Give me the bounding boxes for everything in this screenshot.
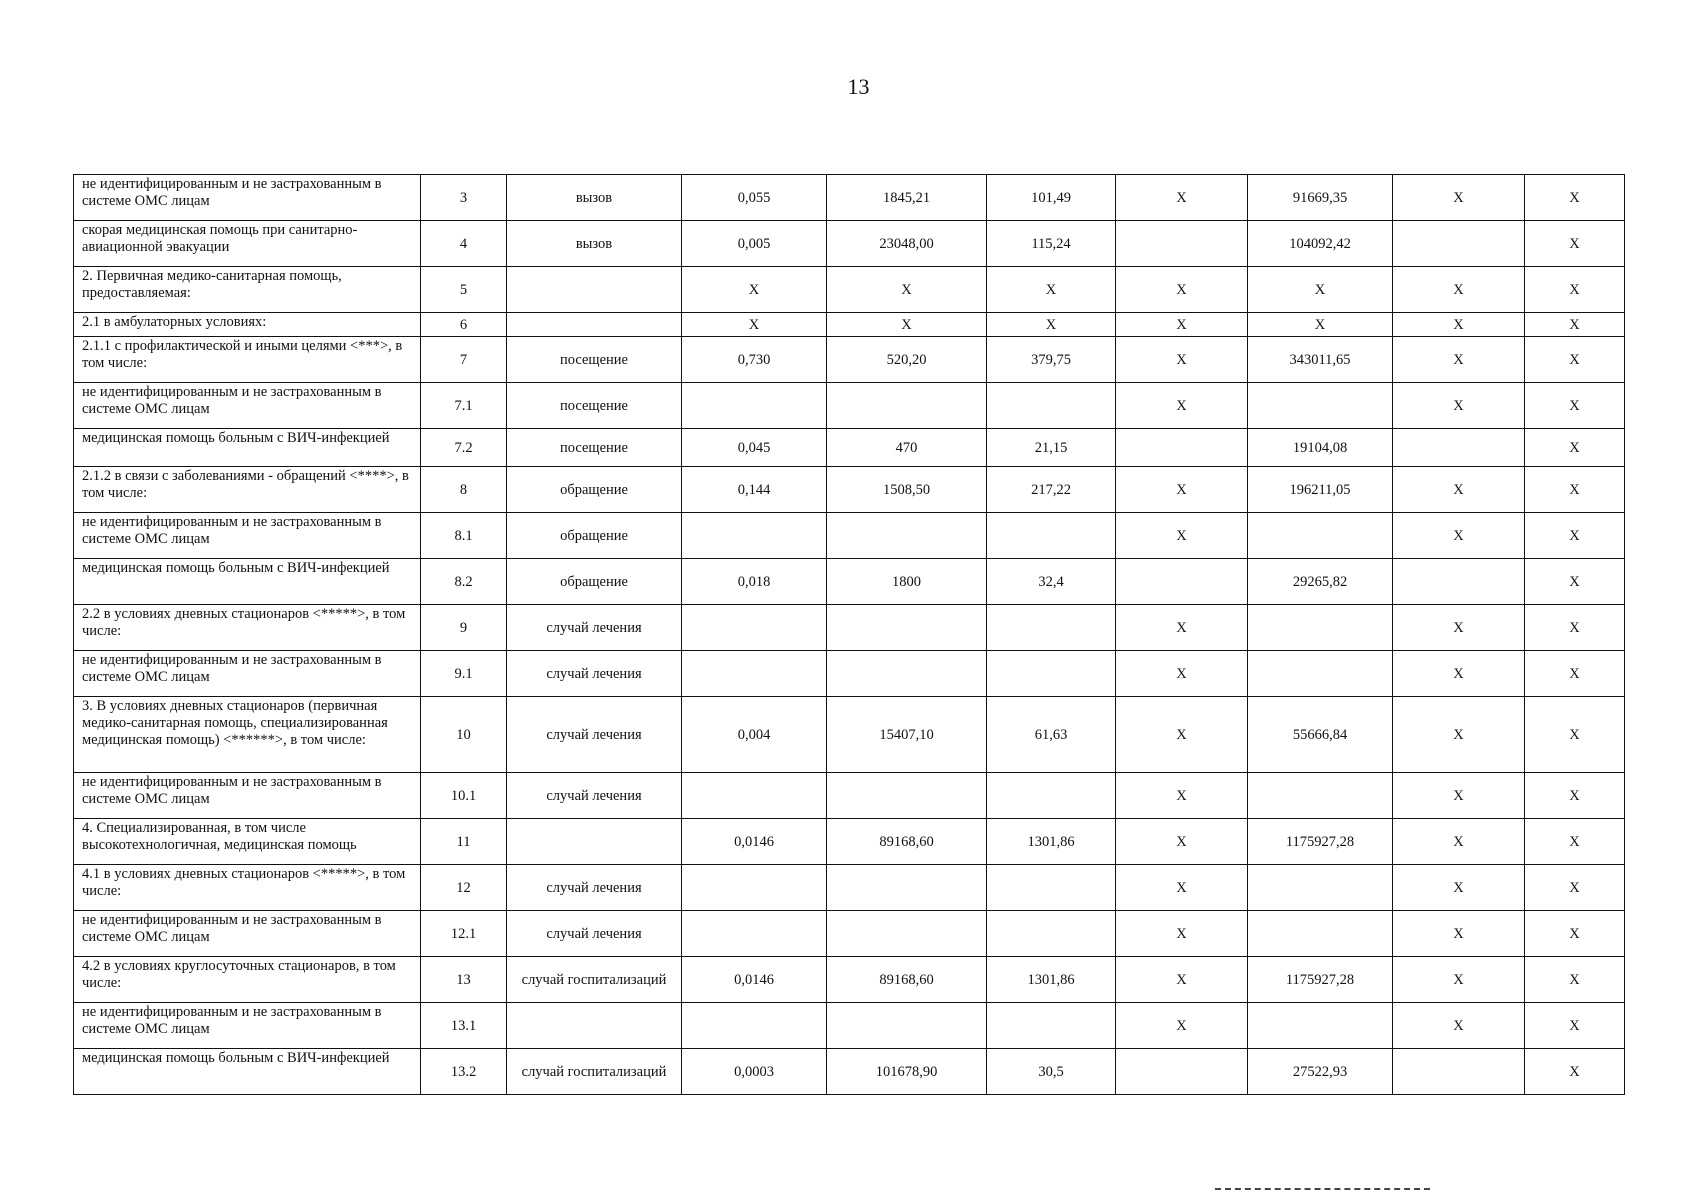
value-cell: 520,20 xyxy=(827,337,987,383)
value-cell xyxy=(1393,559,1525,605)
value-cell xyxy=(1116,559,1248,605)
value-cell: 1301,86 xyxy=(987,957,1116,1003)
row-number-cell: 8 xyxy=(421,467,507,513)
unit-cell: посещение xyxy=(507,383,682,429)
value-cell: X xyxy=(1525,911,1625,957)
unit-cell: случай госпитализаций xyxy=(507,957,682,1003)
value-cell xyxy=(987,865,1116,911)
value-cell: 0,730 xyxy=(682,337,827,383)
value-cell: X xyxy=(1116,313,1248,337)
value-cell: X xyxy=(1116,267,1248,313)
value-cell: 0,0146 xyxy=(682,957,827,1003)
row-number-cell: 3 xyxy=(421,175,507,221)
table-row xyxy=(74,605,1625,651)
value-cell: 1845,21 xyxy=(827,175,987,221)
table-row xyxy=(74,267,1625,313)
value-cell: X xyxy=(1393,1003,1525,1049)
value-cell xyxy=(1116,221,1248,267)
unit-cell: обращение xyxy=(507,559,682,605)
value-cell xyxy=(987,605,1116,651)
value-cell: X xyxy=(1525,559,1625,605)
value-cell xyxy=(827,773,987,819)
value-cell: 15407,10 xyxy=(827,697,987,773)
value-cell: X xyxy=(1116,911,1248,957)
row-name-cell: 4.1 в условиях дневных стационаров <*****>, в том числе: xyxy=(74,865,421,911)
value-cell: X xyxy=(987,313,1116,337)
value-cell: X xyxy=(827,267,987,313)
table-row xyxy=(74,175,1625,221)
value-cell: X xyxy=(1393,267,1525,313)
value-cell: 0,018 xyxy=(682,559,827,605)
value-cell: 0,0003 xyxy=(682,1049,827,1095)
table-row xyxy=(74,865,1625,911)
unit-cell: обращение xyxy=(507,467,682,513)
value-cell: X xyxy=(1393,383,1525,429)
table-body xyxy=(74,175,1625,1095)
value-cell: 19104,08 xyxy=(1248,429,1393,467)
value-cell: X xyxy=(1525,957,1625,1003)
value-cell: X xyxy=(1525,819,1625,865)
unit-cell: случай лечения xyxy=(507,911,682,957)
value-cell: X xyxy=(682,267,827,313)
value-cell xyxy=(1248,911,1393,957)
value-cell: 1800 xyxy=(827,559,987,605)
unit-cell: случай госпитализаций xyxy=(507,1049,682,1095)
row-number-cell: 7 xyxy=(421,337,507,383)
unit-cell: случай лечения xyxy=(507,605,682,651)
row-number-cell: 7.1 xyxy=(421,383,507,429)
table-row xyxy=(74,313,1625,337)
value-cell: X xyxy=(1116,865,1248,911)
value-cell: X xyxy=(1116,383,1248,429)
value-cell: 0,004 xyxy=(682,697,827,773)
table-row xyxy=(74,221,1625,267)
value-cell: X xyxy=(1248,267,1393,313)
row-number-cell: 12 xyxy=(421,865,507,911)
value-cell xyxy=(682,605,827,651)
value-cell: 1175927,28 xyxy=(1248,819,1393,865)
table-row xyxy=(74,513,1625,559)
unit-cell: посещение xyxy=(507,337,682,383)
value-cell: X xyxy=(827,313,987,337)
value-cell: 217,22 xyxy=(987,467,1116,513)
row-name-cell: 2. Первичная медико-санитарная помощь, предоставляемая: xyxy=(74,267,421,313)
row-name-cell: не идентифицированным и не застрахованным в системе ОМС лицам xyxy=(74,383,421,429)
row-name-cell: медицинская помощь больным с ВИЧ-инфекцией xyxy=(74,559,421,605)
table-row xyxy=(74,337,1625,383)
row-number-cell: 6 xyxy=(421,313,507,337)
value-cell: X xyxy=(987,267,1116,313)
value-cell xyxy=(827,865,987,911)
value-cell xyxy=(1248,865,1393,911)
value-cell: 379,75 xyxy=(987,337,1116,383)
value-cell xyxy=(1248,383,1393,429)
row-name-cell: 2.1 в амбулаторных условиях: xyxy=(74,313,421,337)
unit-cell: обращение xyxy=(507,513,682,559)
value-cell: 0,045 xyxy=(682,429,827,467)
value-cell: 1175927,28 xyxy=(1248,957,1393,1003)
unit-cell xyxy=(507,267,682,313)
table-row xyxy=(74,467,1625,513)
unit-cell xyxy=(507,1003,682,1049)
value-cell: X xyxy=(1116,605,1248,651)
value-cell xyxy=(682,383,827,429)
value-cell: X xyxy=(1525,337,1625,383)
value-cell: X xyxy=(1116,773,1248,819)
value-cell: 89168,60 xyxy=(827,819,987,865)
value-cell xyxy=(682,1003,827,1049)
unit-cell xyxy=(507,313,682,337)
row-name-cell: медицинская помощь больным с ВИЧ-инфекцией xyxy=(74,1049,421,1095)
value-cell: 61,63 xyxy=(987,697,1116,773)
value-cell: 104092,42 xyxy=(1248,221,1393,267)
value-cell: X xyxy=(1525,313,1625,337)
row-number-cell: 12.1 xyxy=(421,911,507,957)
value-cell: 343011,65 xyxy=(1248,337,1393,383)
value-cell: 1301,86 xyxy=(987,819,1116,865)
row-number-cell: 9 xyxy=(421,605,507,651)
value-cell: X xyxy=(1525,773,1625,819)
value-cell: X xyxy=(1525,513,1625,559)
value-cell: X xyxy=(1525,651,1625,697)
value-cell xyxy=(987,651,1116,697)
value-cell: X xyxy=(1116,651,1248,697)
value-cell xyxy=(987,1003,1116,1049)
value-cell xyxy=(827,1003,987,1049)
table-row xyxy=(74,383,1625,429)
value-cell xyxy=(1116,1049,1248,1095)
value-cell: 89168,60 xyxy=(827,957,987,1003)
value-cell: X xyxy=(1525,605,1625,651)
value-cell: X xyxy=(1393,773,1525,819)
value-cell: 101678,90 xyxy=(827,1049,987,1095)
unit-cell: посещение xyxy=(507,429,682,467)
value-cell: X xyxy=(1116,819,1248,865)
table-row xyxy=(74,1049,1625,1095)
value-cell: 0,144 xyxy=(682,467,827,513)
value-cell xyxy=(827,911,987,957)
value-cell: X xyxy=(1393,605,1525,651)
value-cell: X xyxy=(1116,957,1248,1003)
value-cell: 55666,84 xyxy=(1248,697,1393,773)
page-number: 13 xyxy=(847,74,870,99)
value-cell xyxy=(987,911,1116,957)
value-cell: X xyxy=(1525,175,1625,221)
row-name-cell: 4.2 в условиях круглосуточных стационаров, в том числе: xyxy=(74,957,421,1003)
table-row xyxy=(74,697,1625,773)
row-name-cell: скорая медицинская помощь при санитарно-авиационной эвакуации xyxy=(74,221,421,267)
footer-marks xyxy=(1215,1188,1430,1192)
value-cell: 21,15 xyxy=(987,429,1116,467)
row-name-cell: 4. Специализированная, в том числе высокотехнологичная, медицинская помощь xyxy=(74,819,421,865)
value-cell: X xyxy=(1525,467,1625,513)
table-row xyxy=(74,429,1625,467)
unit-cell xyxy=(507,819,682,865)
row-name-cell: не идентифицированным и не застрахованным в системе ОМС лицам xyxy=(74,773,421,819)
row-name-cell: не идентифицированным и не застрахованным в системе ОМС лицам xyxy=(74,1003,421,1049)
value-cell: 115,24 xyxy=(987,221,1116,267)
value-cell: X xyxy=(1525,865,1625,911)
row-number-cell: 11 xyxy=(421,819,507,865)
row-name-cell: не идентифицированным и не застрахованным в системе ОМС лицам xyxy=(74,911,421,957)
row-name-cell: не идентифицированным и не застрахованным в системе ОМС лицам xyxy=(74,175,421,221)
value-cell: X xyxy=(1393,957,1525,1003)
value-cell: X xyxy=(682,313,827,337)
value-cell: X xyxy=(1525,429,1625,467)
value-cell: X xyxy=(1116,1003,1248,1049)
value-cell: X xyxy=(1393,513,1525,559)
value-cell xyxy=(1248,605,1393,651)
row-number-cell: 9.1 xyxy=(421,651,507,697)
value-cell: X xyxy=(1525,383,1625,429)
value-cell: X xyxy=(1116,467,1248,513)
row-name-cell: 2.1.2 в связи с заболеваниями - обращений <****>, в том числе: xyxy=(74,467,421,513)
table-row xyxy=(74,773,1625,819)
row-number-cell: 7.2 xyxy=(421,429,507,467)
table-row xyxy=(74,819,1625,865)
value-cell xyxy=(1393,221,1525,267)
value-cell: X xyxy=(1393,911,1525,957)
row-name-cell: не идентифицированным и не застрахованным в системе ОМС лицам xyxy=(74,513,421,559)
value-cell xyxy=(682,651,827,697)
unit-cell: случай лечения xyxy=(507,865,682,911)
value-cell xyxy=(682,513,827,559)
value-cell: X xyxy=(1525,697,1625,773)
row-number-cell: 5 xyxy=(421,267,507,313)
row-name-cell: не идентифицированным и не застрахованным в системе ОМС лицам xyxy=(74,651,421,697)
value-cell: X xyxy=(1525,1003,1625,1049)
value-cell: 91669,35 xyxy=(1248,175,1393,221)
unit-cell: случай лечения xyxy=(507,651,682,697)
value-cell xyxy=(682,773,827,819)
row-number-cell: 13.2 xyxy=(421,1049,507,1095)
unit-cell: вызов xyxy=(507,175,682,221)
row-number-cell: 13.1 xyxy=(421,1003,507,1049)
value-cell: 196211,05 xyxy=(1248,467,1393,513)
value-cell: X xyxy=(1116,697,1248,773)
value-cell: X xyxy=(1525,1049,1625,1095)
value-cell xyxy=(1393,429,1525,467)
value-cell xyxy=(682,865,827,911)
row-number-cell: 4 xyxy=(421,221,507,267)
value-cell: X xyxy=(1393,697,1525,773)
unit-cell: вызов xyxy=(507,221,682,267)
table-row xyxy=(74,957,1625,1003)
value-cell xyxy=(1393,1049,1525,1095)
value-cell: 0,005 xyxy=(682,221,827,267)
value-cell: X xyxy=(1393,313,1525,337)
value-cell xyxy=(1116,429,1248,467)
value-cell: 0,055 xyxy=(682,175,827,221)
value-cell: 23048,00 xyxy=(827,221,987,267)
unit-cell: случай лечения xyxy=(507,697,682,773)
value-cell xyxy=(827,383,987,429)
value-cell xyxy=(1248,651,1393,697)
value-cell: X xyxy=(1393,819,1525,865)
value-cell: 29265,82 xyxy=(1248,559,1393,605)
row-number-cell: 10 xyxy=(421,697,507,773)
row-number-cell: 8.1 xyxy=(421,513,507,559)
value-cell xyxy=(987,513,1116,559)
value-cell: X xyxy=(1248,313,1393,337)
value-cell xyxy=(1248,513,1393,559)
row-number-cell: 8.2 xyxy=(421,559,507,605)
value-cell xyxy=(1248,773,1393,819)
value-cell xyxy=(1248,1003,1393,1049)
row-number-cell: 13 xyxy=(421,957,507,1003)
value-cell: X xyxy=(1116,337,1248,383)
row-name-cell: 3. В условиях дневных стационаров (первичная медико-санитарная помощь, специализированная медицинская помощь) <******>, в том числе: xyxy=(74,697,421,773)
row-number-cell: 10.1 xyxy=(421,773,507,819)
value-cell: X xyxy=(1393,865,1525,911)
value-cell: X xyxy=(1393,175,1525,221)
value-cell: X xyxy=(1525,267,1625,313)
value-cell: X xyxy=(1393,651,1525,697)
row-name-cell: 2.2 в условиях дневных стационаров <*****>, в том числе: xyxy=(74,605,421,651)
value-cell: 30,5 xyxy=(987,1049,1116,1095)
value-cell xyxy=(987,383,1116,429)
table-row xyxy=(74,911,1625,957)
value-cell: 1508,50 xyxy=(827,467,987,513)
value-cell xyxy=(682,911,827,957)
value-cell: X xyxy=(1116,175,1248,221)
table-row xyxy=(74,559,1625,605)
value-cell: X xyxy=(1116,513,1248,559)
table-row xyxy=(74,651,1625,697)
value-cell: X xyxy=(1393,337,1525,383)
value-cell: 27522,93 xyxy=(1248,1049,1393,1095)
value-cell: X xyxy=(1393,467,1525,513)
row-name-cell: 2.1.1 с профилактической и иными целями <***>, в том числе: xyxy=(74,337,421,383)
value-cell: 101,49 xyxy=(987,175,1116,221)
data-table xyxy=(73,174,1625,1095)
value-cell: 0,0146 xyxy=(682,819,827,865)
value-cell xyxy=(987,773,1116,819)
row-name-cell: медицинская помощь больным с ВИЧ-инфекцией xyxy=(74,429,421,467)
value-cell: 470 xyxy=(827,429,987,467)
value-cell: 32,4 xyxy=(987,559,1116,605)
value-cell xyxy=(827,651,987,697)
value-cell: X xyxy=(1525,221,1625,267)
table-row xyxy=(74,1003,1625,1049)
unit-cell: случай лечения xyxy=(507,773,682,819)
value-cell xyxy=(827,513,987,559)
value-cell xyxy=(827,605,987,651)
